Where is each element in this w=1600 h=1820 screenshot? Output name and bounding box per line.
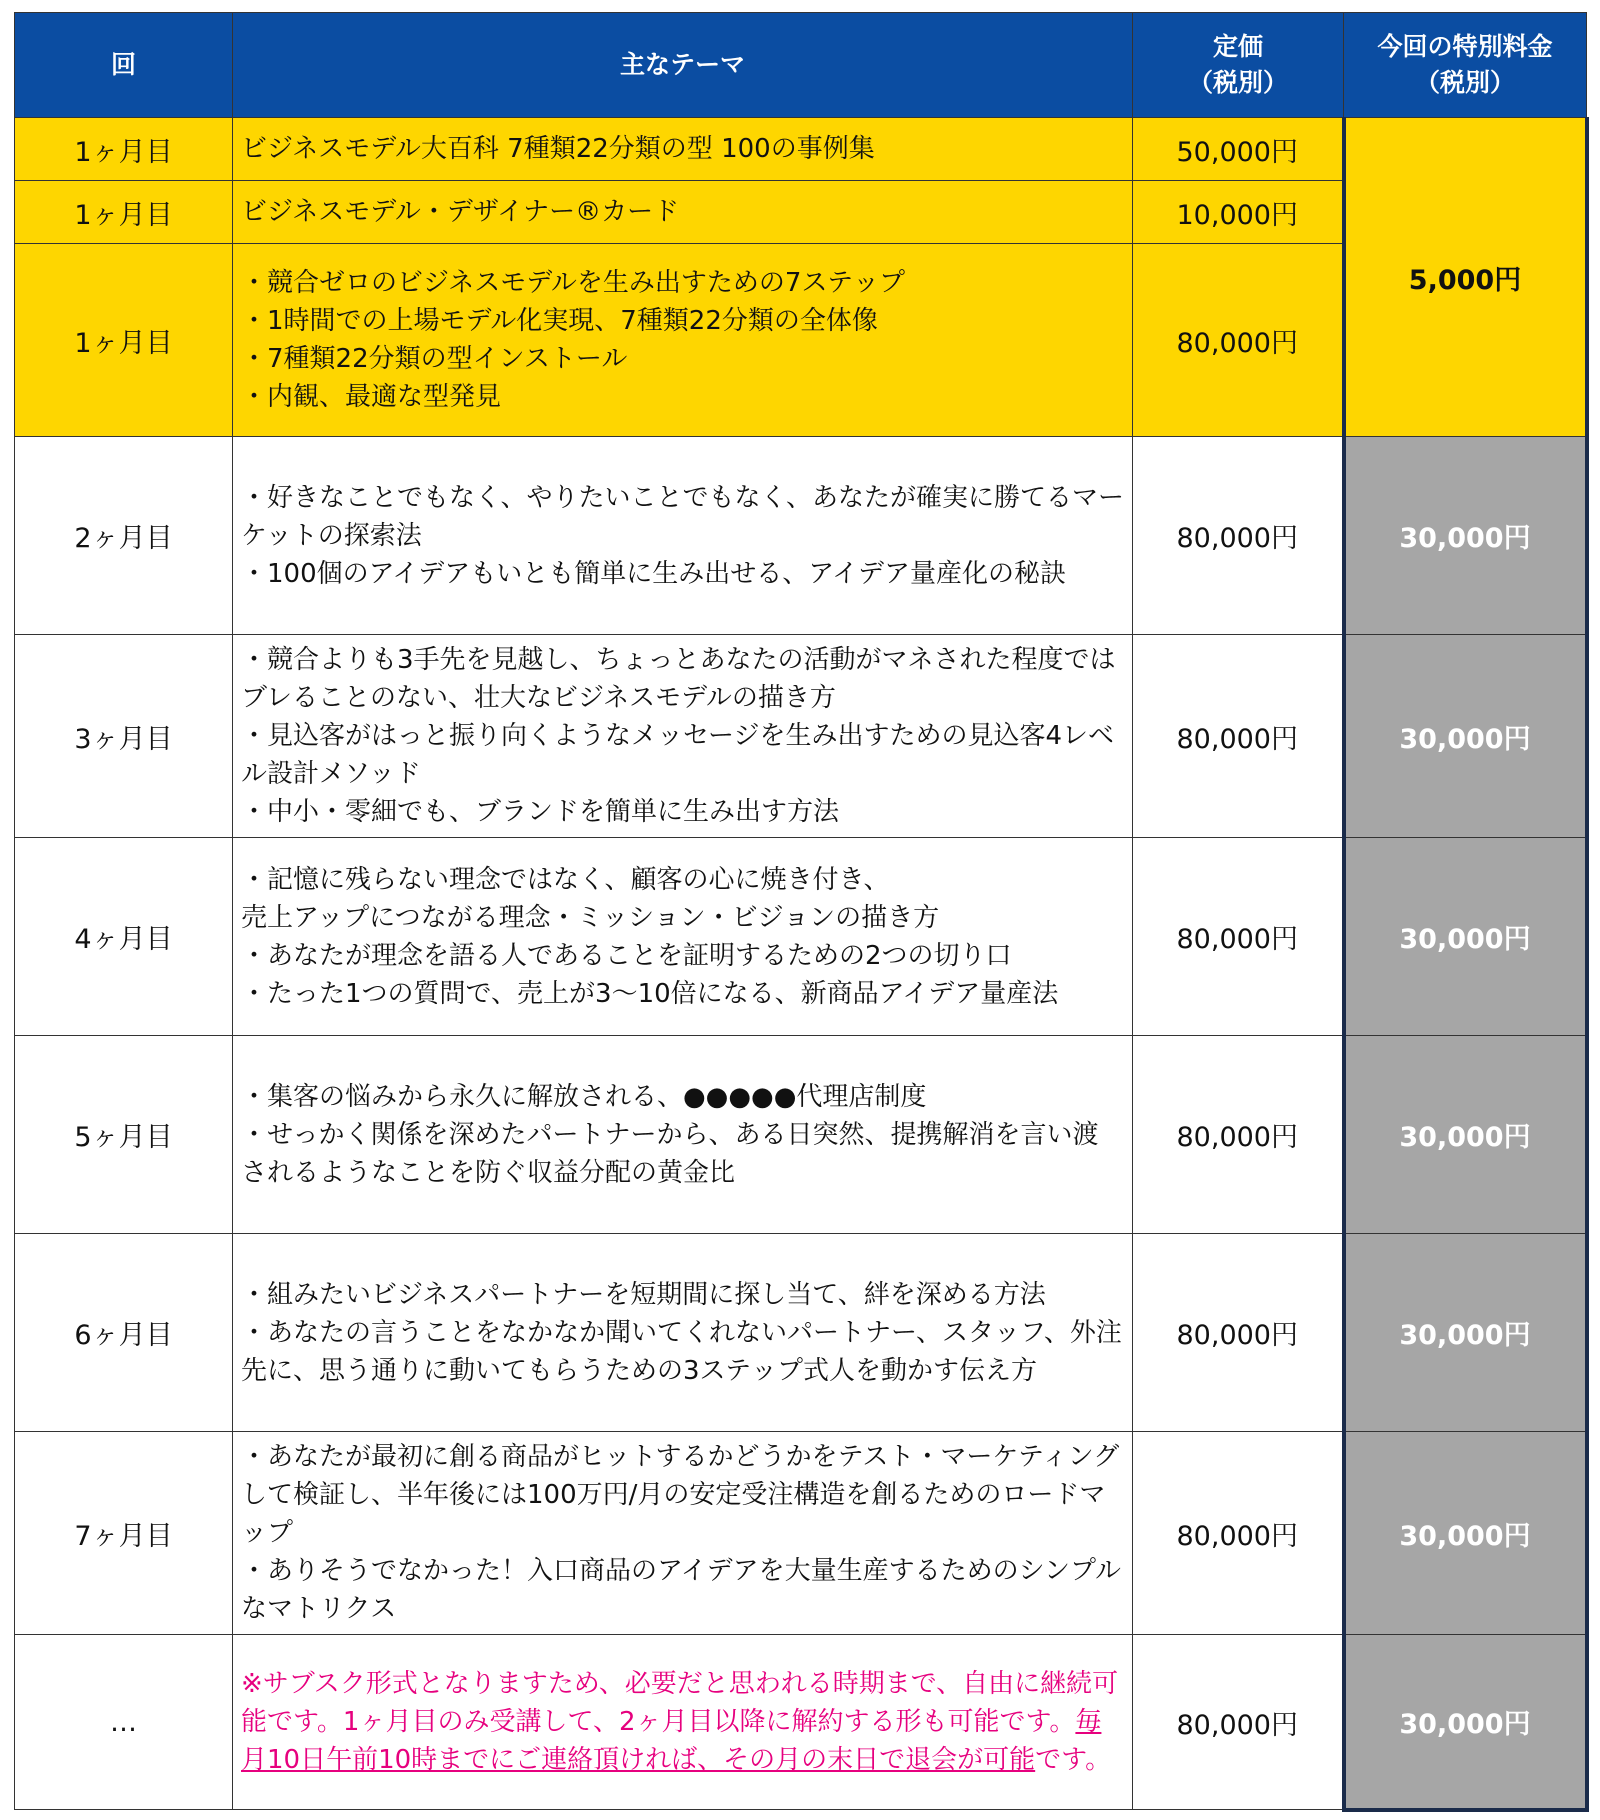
table-row bbox=[15, 1635, 1587, 1810]
header-theme: 主なテーマ bbox=[233, 13, 1133, 118]
theme-line: ・競合よりも3手先を見越し、ちょっとあなたの活動がマネされた程度ではブレることのない、壮大なビジネスモデルの描き方 bbox=[241, 645, 1116, 713]
header-special-price-sub: （税別） bbox=[1414, 68, 1515, 97]
theme-line: ・競合ゼロのビジネスモデルを生み出すための7ステップ bbox=[241, 268, 905, 298]
theme-line: ・ありそうでなかった！入口商品のアイデアを大量生産するためのシンプルなマトリクス bbox=[241, 1556, 1121, 1624]
theme-line: ・好きなことでもなく、やりたいことでもなく、あなたが確実に勝てるマーケットの探索法 bbox=[241, 482, 1124, 551]
theme-line: ビジネスモデル大百科 7種類22分類の型 100の事例集 bbox=[241, 134, 875, 164]
theme-cell bbox=[233, 1234, 1133, 1432]
header-list-price-label: 定価 bbox=[1212, 32, 1263, 61]
theme-line: ・組みたいビジネスパートナーを短期間に探し当て、絆を深める方法 bbox=[241, 1279, 1046, 1310]
round-cell: 4ヶ月目 bbox=[15, 838, 233, 1036]
theme-cell bbox=[233, 118, 1133, 181]
round-cell: 3ヶ月目 bbox=[15, 635, 233, 838]
theme-line: ・あなたが理念を語る人であることを証明するための2つの切り口 bbox=[241, 940, 1012, 971]
header-list-price bbox=[1133, 13, 1344, 118]
theme-line: ・7種類22分類の型インストール bbox=[241, 344, 628, 374]
list-price-cell: 80,000円 bbox=[1133, 1432, 1344, 1635]
note-tail: です。 bbox=[1035, 1745, 1112, 1775]
round-cell: … bbox=[15, 1635, 233, 1810]
theme-cell bbox=[233, 635, 1133, 838]
table-row bbox=[15, 1234, 1587, 1432]
special-price-cell: 30,000円 bbox=[1344, 838, 1587, 1036]
theme-line: ・あなたが最初に創る商品がヒットするかどうかをテスト・マーケティングして検証し、半年後には100万円/月の安定受注構造を創るためのロードマップ bbox=[241, 1442, 1120, 1548]
table-row bbox=[15, 118, 1587, 181]
header-list-price-sub: （税別） bbox=[1187, 68, 1288, 97]
theme-line: ・あなたの言うことをなかなか聞いてくれないパートナー、スタッフ、外注先に、思う通りに動いてもらうための3ステップ式人を動かす伝え方 bbox=[241, 1317, 1122, 1386]
subscription-note-cell bbox=[233, 1635, 1133, 1810]
theme-line: ・1時間での上場モデル化実現、7種類22分類の全体像 bbox=[241, 306, 878, 336]
header-special-price-label: 今回の特別料金 bbox=[1377, 32, 1553, 61]
header-round: 回 bbox=[15, 13, 233, 118]
theme-cell bbox=[233, 181, 1133, 244]
theme-cell bbox=[233, 1432, 1133, 1635]
theme-line: ・記憶に残らない理念ではなく、顧客の心に焼き付き、 bbox=[241, 864, 890, 895]
list-price-cell: 80,000円 bbox=[1133, 635, 1344, 838]
list-price-cell: 10,000円 bbox=[1133, 181, 1344, 244]
header-row bbox=[15, 13, 1587, 118]
theme-line: ・見込客がはっと振り向くようなメッセージを生み出すための見込客4レベル設計メソッド bbox=[241, 721, 1114, 789]
note-plain: ※サブスク形式となりますため、必要だと思われる時期まで、自由に継続可能です。1ヶ月目のみ受講して、2ヶ月目以降に解約する形も可能です。 bbox=[241, 1669, 1119, 1737]
theme-cell bbox=[233, 838, 1133, 1036]
theme-line: ・中小・零細でも、ブランドを簡単に生み出す方法 bbox=[241, 797, 840, 827]
table-row bbox=[15, 838, 1587, 1036]
list-price-cell: 50,000円 bbox=[1133, 118, 1344, 181]
special-price-cell: 30,000円 bbox=[1344, 437, 1587, 635]
theme-cell bbox=[233, 1036, 1133, 1234]
theme-line: 売上アップにつながる理念・ミッション・ビジョンの描き方 bbox=[241, 902, 940, 933]
theme-line: ビジネスモデル・デザイナー®カード bbox=[241, 197, 680, 227]
round-cell: 1ヶ月目 bbox=[15, 181, 233, 244]
list-price-cell: 80,000円 bbox=[1133, 244, 1344, 437]
list-price-cell: 80,000円 bbox=[1133, 1234, 1344, 1432]
header-special-price bbox=[1344, 13, 1587, 118]
round-cell: 1ヶ月目 bbox=[15, 118, 233, 181]
table-row bbox=[15, 635, 1587, 838]
special-price-cell: 30,000円 bbox=[1344, 635, 1587, 838]
table-row bbox=[15, 1036, 1587, 1234]
theme-line: ・100個のアイデアもいとも簡単に生み出せる、アイデア量産化の秘訣 bbox=[241, 558, 1066, 589]
special-price-cell: 30,000円 bbox=[1344, 1432, 1587, 1635]
special-price-cell: 30,000円 bbox=[1344, 1234, 1587, 1432]
table-row bbox=[15, 1432, 1587, 1635]
note-underlined: 毎月10日午前10時までにご連絡頂ければ、その月の末日で退会が可能 bbox=[241, 1707, 1102, 1775]
round-cell: 2ヶ月目 bbox=[15, 437, 233, 635]
round-cell: 6ヶ月目 bbox=[15, 1234, 233, 1432]
special-price-cell: 30,000円 bbox=[1344, 1036, 1587, 1234]
round-cell: 1ヶ月目 bbox=[15, 244, 233, 437]
special-price-cell: 5,000円 bbox=[1344, 118, 1587, 437]
theme-line: ・集客の悩みから永久に解放される、●●●●●代理店制度 bbox=[241, 1081, 927, 1112]
list-price-cell: 80,000円 bbox=[1133, 437, 1344, 635]
theme-cell bbox=[233, 244, 1133, 437]
theme-line: ・せっかく関係を深めたパートナーから、ある日突然、提携解消を言い渡されるようなことを防ぐ収益分配の黄金比 bbox=[241, 1119, 1099, 1188]
round-cell: 5ヶ月目 bbox=[15, 1036, 233, 1234]
pricing-table bbox=[14, 12, 1589, 1812]
theme-line: ・たった1つの質問で、売上が3〜10倍になる、新商品アイデア量産法 bbox=[241, 978, 1059, 1009]
list-price-cell: 80,000円 bbox=[1133, 838, 1344, 1036]
round-cell: 7ヶ月目 bbox=[15, 1432, 233, 1635]
special-price-cell: 30,000円 bbox=[1344, 1635, 1587, 1810]
theme-cell bbox=[233, 437, 1133, 635]
theme-line: ・内観、最適な型発見 bbox=[241, 382, 502, 412]
list-price-cell: 80,000円 bbox=[1133, 1036, 1344, 1234]
subscription-note bbox=[241, 1669, 1118, 1775]
table-row bbox=[15, 437, 1587, 635]
list-price-cell: 80,000円 bbox=[1133, 1635, 1344, 1810]
